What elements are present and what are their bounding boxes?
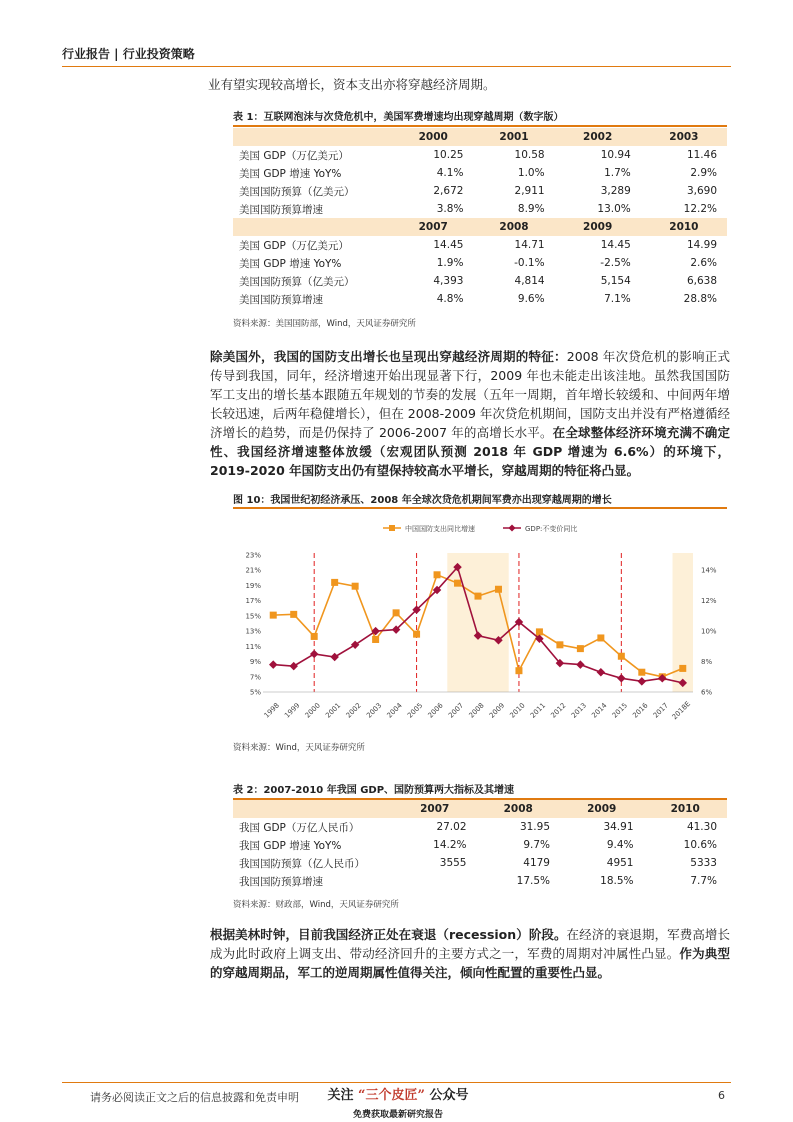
data-point-square xyxy=(475,593,482,600)
para1-bold-lead: 除美国外，我国的国防支出增长也呈现出穿越经济周期的特征： xyxy=(210,349,567,364)
table-cell: 17.5% xyxy=(516,875,550,887)
x-tick-label: 2004 xyxy=(385,701,404,720)
row-label: 美国国防预算增速 xyxy=(239,293,323,306)
header-blank-cell xyxy=(233,128,393,146)
report-header: 行业报告 | 行业投资策略 xyxy=(62,47,195,61)
x-tick-label: 2016 xyxy=(631,701,650,720)
table-cell: 7.7% xyxy=(690,875,717,887)
x-tick-label: 2007 xyxy=(446,701,466,720)
table-cell: 28.8% xyxy=(683,293,717,305)
table-cell: 4.1% xyxy=(436,167,464,179)
year-header-cell: 2001 xyxy=(473,128,554,146)
year-header-cell: 2000 xyxy=(393,128,473,146)
paragraph-2 xyxy=(210,925,730,982)
data-point-square xyxy=(372,636,379,643)
table-cell: 7.1% xyxy=(604,293,631,305)
table-cell: 18.5% xyxy=(600,875,634,887)
stamp-line2: 免费获取最新研究报告 xyxy=(352,1110,443,1120)
legend-label: 中国国防支出同比增速 xyxy=(405,525,475,533)
data-point-square xyxy=(352,583,359,590)
right-tick-label: 12% xyxy=(701,597,717,606)
x-tick-label: 2001 xyxy=(324,701,343,720)
table-cell: 10.6% xyxy=(683,839,717,851)
figure10-caption: 图 10：我国世纪初经济承压、2008 年全球次贷危机期间军费亦出现穿越周期的增长 xyxy=(233,495,612,506)
row-label: 美国国防预算（亿美元） xyxy=(239,185,355,198)
intro-text: 业有望实现较高增长，资本支出亦将穿越经济周期。 xyxy=(208,77,496,92)
table-cell: 2.9% xyxy=(690,167,717,179)
data-point-square xyxy=(393,609,400,616)
stamp-prefix: 关注 xyxy=(327,1088,354,1103)
x-tick-label: 2010 xyxy=(508,701,527,720)
data-point-square xyxy=(331,579,338,586)
x-tick-label: 2018E xyxy=(670,699,693,722)
para2-bold-tail: 作为典型的穿越周期品，军工的逆周期属性值得关注，倾向性配置的重要性凸显。 xyxy=(210,946,730,980)
table-cell: 31.95 xyxy=(519,821,550,833)
data-point-diamond xyxy=(289,662,297,670)
x-tick-label: 2002 xyxy=(344,701,363,720)
table-cell: 14.71 xyxy=(514,239,545,251)
row-label: 我国 GDP 增速 YoY% xyxy=(239,839,342,852)
table-cell: 5,154 xyxy=(600,275,631,287)
right-tick-label: 14% xyxy=(701,566,717,575)
table-row xyxy=(233,854,727,872)
table-cell xyxy=(393,872,477,890)
table-row xyxy=(233,200,727,218)
table-cell: 4.8% xyxy=(436,293,464,305)
table-cell: 41.30 xyxy=(686,821,717,833)
table-header-row xyxy=(233,128,727,146)
table-row xyxy=(233,872,727,890)
table-cell: 1.0% xyxy=(517,167,545,179)
right-tick-label: 6% xyxy=(701,688,713,697)
table-header-row xyxy=(233,218,727,236)
table-row xyxy=(233,272,727,290)
data-point-diamond xyxy=(351,641,359,649)
figure10-chart xyxy=(233,510,727,740)
row-label: 我国 GDP（万亿人民币） xyxy=(239,821,360,834)
table-row xyxy=(233,836,727,854)
table-cell: 14.99 xyxy=(686,239,717,251)
table-cell: 5333 xyxy=(690,857,717,869)
table-cell: 8.9% xyxy=(517,203,545,215)
row-label: 美国 GDP（万亿美元） xyxy=(239,239,349,252)
shaded-period xyxy=(447,553,508,692)
left-tick-label: 9% xyxy=(249,658,261,667)
data-point-square xyxy=(679,665,686,672)
table-cell: 11.46 xyxy=(686,149,717,161)
header-divider xyxy=(62,66,731,67)
year-header-cell: 2009 xyxy=(555,218,641,236)
data-point-square xyxy=(597,634,604,641)
x-tick-label: 2013 xyxy=(569,701,589,720)
year-header-cell: 2009 xyxy=(560,800,644,818)
x-tick-label: 2014 xyxy=(590,701,609,720)
table-cell: 13.0% xyxy=(597,203,631,215)
data-point-square xyxy=(270,612,277,619)
table1-source: 资料来源：美国国防部，Wind，天风证券研究所 xyxy=(233,319,416,329)
left-tick-label: 19% xyxy=(245,581,261,590)
table-cell: 2.6% xyxy=(690,257,717,269)
table-row xyxy=(233,818,727,836)
data-point-square xyxy=(434,571,441,578)
table-cell: -2.5% xyxy=(600,257,631,269)
data-point-square xyxy=(290,611,297,618)
data-point-square xyxy=(618,653,625,660)
left-tick-label: 7% xyxy=(249,673,261,682)
table-cell: 10.25 xyxy=(433,149,464,161)
table-cell: 10.94 xyxy=(600,149,631,161)
row-label: 我国国防预算增速 xyxy=(239,875,323,888)
figure10-top-rule xyxy=(233,507,727,509)
table-cell: 14.45 xyxy=(600,239,631,251)
table-row xyxy=(233,164,727,182)
footer-divider xyxy=(62,1082,731,1083)
x-tick-label: 2003 xyxy=(365,701,384,720)
year-header-cell: 2007 xyxy=(393,800,477,818)
table-cell: 14.2% xyxy=(433,839,467,851)
page-number: 6 xyxy=(718,1089,725,1102)
legend-label: GDP:不变价同比 xyxy=(525,525,578,533)
table-cell: 9.6% xyxy=(517,293,545,305)
para2-body: 在经济的衰退期，军费高增长成为此时政府上调支出、带动经济回升的主要方式之一，军费的周期对冲属性凸显。 xyxy=(210,927,730,961)
footer-notice: 请务必阅读正文之后的信息披露和免责申明 xyxy=(90,1091,299,1104)
table-cell: 1.7% xyxy=(604,167,631,179)
row-label: 我国国防预算（亿人民币） xyxy=(239,857,365,870)
year-header-cell: 2008 xyxy=(477,800,561,818)
left-tick-label: 15% xyxy=(245,612,261,621)
data-point-square xyxy=(311,633,318,640)
left-tick-label: 11% xyxy=(245,642,261,651)
table-cell: 1.9% xyxy=(436,257,464,269)
table-cell: 4,393 xyxy=(433,275,464,287)
data-point-square xyxy=(413,631,420,638)
table-cell: -0.1% xyxy=(514,257,545,269)
table-cell: 4179 xyxy=(523,857,550,869)
para1-bold-tail: 在全球整体经济环境充满不确定性、我国经济增速整体放缓（宏观团队预测 2018 年 GDP 增速为 6.6%）的环境下，2019-2020 年国防支出仍有望保持较高水平增长，穿越周期的特征将凸显。 xyxy=(210,425,730,478)
table-cell: 2,672 xyxy=(433,185,464,197)
data-point-square xyxy=(556,641,563,648)
data-point-square xyxy=(515,667,522,674)
table2-source: 资料来源：财政部，Wind，天风证券研究所 xyxy=(233,900,399,910)
data-point-diamond xyxy=(597,668,605,676)
x-tick-label: 1998 xyxy=(262,701,281,720)
x-tick-label: 2008 xyxy=(467,701,486,720)
table-row xyxy=(233,290,727,308)
stamp-suffix: 公众号 xyxy=(429,1088,469,1103)
left-tick-label: 5% xyxy=(249,688,261,697)
left-tick-label: 13% xyxy=(245,627,261,636)
table-cell: 6,638 xyxy=(686,275,717,287)
table-header-row xyxy=(233,800,727,818)
year-header-cell: 2010 xyxy=(641,218,727,236)
year-header-cell: 2007 xyxy=(393,218,473,236)
year-header-cell: 2008 xyxy=(473,218,554,236)
x-tick-label: 2017 xyxy=(651,701,671,720)
table-cell: 12.2% xyxy=(683,203,717,215)
data-point-diamond xyxy=(617,674,625,682)
table-cell: 4,814 xyxy=(514,275,545,287)
paragraph-1 xyxy=(210,347,730,480)
table-cell: 27.02 xyxy=(436,821,467,833)
watermark-stamp xyxy=(318,1084,478,1120)
data-point-square xyxy=(638,669,645,676)
table-cell: 3,690 xyxy=(686,185,717,197)
data-point-square xyxy=(495,586,502,593)
table-row xyxy=(233,236,727,254)
header-blank-cell xyxy=(233,218,393,236)
x-tick-label: 2005 xyxy=(406,701,425,720)
data-point-square xyxy=(454,580,461,587)
x-tick-label: 2012 xyxy=(549,701,568,720)
table2 xyxy=(233,800,727,890)
table1-top-rule xyxy=(233,125,727,127)
left-tick-label: 23% xyxy=(245,551,261,560)
table-cell: 4951 xyxy=(606,857,634,869)
data-point-diamond xyxy=(576,660,584,668)
data-point-diamond xyxy=(371,627,379,635)
table-cell: 10.58 xyxy=(514,149,545,161)
row-label: 美国 GDP（万亿美元） xyxy=(239,149,349,162)
x-tick-label: 2000 xyxy=(303,701,322,720)
data-point-square xyxy=(577,645,584,652)
x-tick-label: 2006 xyxy=(426,701,445,720)
row-label: 美国 GDP 增速 YoY% xyxy=(239,167,342,180)
data-point-diamond xyxy=(330,653,338,661)
table-row xyxy=(233,254,727,272)
table-cell: 3.8% xyxy=(436,203,464,215)
table-cell: 2,911 xyxy=(514,185,545,197)
x-tick-label: 1999 xyxy=(283,701,302,720)
left-tick-label: 21% xyxy=(245,566,261,575)
year-header-cell: 2010 xyxy=(644,800,728,818)
figure10-source: 资料来源：Wind，天风证券研究所 xyxy=(233,743,365,753)
table1-caption: 表 1：互联网泡沫与次贷危机中，美国军费增速均出现穿越周期（数字版） xyxy=(233,112,564,123)
right-tick-label: 10% xyxy=(701,627,717,636)
table-cell: 14.45 xyxy=(433,239,464,251)
table-cell: 3555 xyxy=(439,857,467,869)
left-tick-label: 17% xyxy=(245,597,261,606)
table-cell: 34.91 xyxy=(603,821,634,833)
table1 xyxy=(233,128,727,308)
legend-marker xyxy=(389,525,395,531)
data-point-diamond xyxy=(638,677,646,685)
year-header-cell: 2002 xyxy=(555,128,641,146)
x-tick-label: 2011 xyxy=(528,701,548,720)
right-tick-label: 8% xyxy=(701,658,713,667)
table-cell: 3,289 xyxy=(600,185,631,197)
legend-marker xyxy=(508,524,515,531)
year-header-cell: 2003 xyxy=(641,128,727,146)
para2-bold-lead: 根据美林时钟，目前我国经济正处在衰退（recession）阶段。 xyxy=(210,927,567,942)
stamp-name: “三个皮匠” xyxy=(358,1088,425,1103)
data-point-diamond xyxy=(310,650,318,658)
data-point-diamond xyxy=(269,660,277,668)
header-blank-cell xyxy=(233,800,393,818)
row-label: 美国国防预算（亿美元） xyxy=(239,275,355,288)
x-tick-label: 2009 xyxy=(487,701,507,720)
table-cell: 9.4% xyxy=(606,839,634,851)
para1-body: 2008 年次贷危机的影响正式传导到我国，同年，经济增速开始出现显著下行，2009 年也未能走出该洼地。虽然我国国防军工支出的增长基本跟随五年规划的节奏的发展（五年一周期，首年增长较缓和、中间两年增长较迅速，后两年稳健增长），但在 2008-2009 年次贷危机期间，国防支出并没有严格遵循经济增长的趋势，而是仍保持了 2006-2007 年的高增长水平。 xyxy=(210,349,730,440)
row-label: 美国 GDP 增速 YoY% xyxy=(239,257,342,270)
table-cell: 9.7% xyxy=(523,839,550,851)
x-tick-label: 2015 xyxy=(610,701,630,720)
row-label: 美国国防预算增速 xyxy=(239,203,323,216)
table2-caption: 表 2：2007-2010 年我国 GDP、国防预算两大指标及其增速 xyxy=(233,785,515,796)
table-row xyxy=(233,146,727,164)
table-row xyxy=(233,182,727,200)
data-point-square xyxy=(536,628,543,635)
